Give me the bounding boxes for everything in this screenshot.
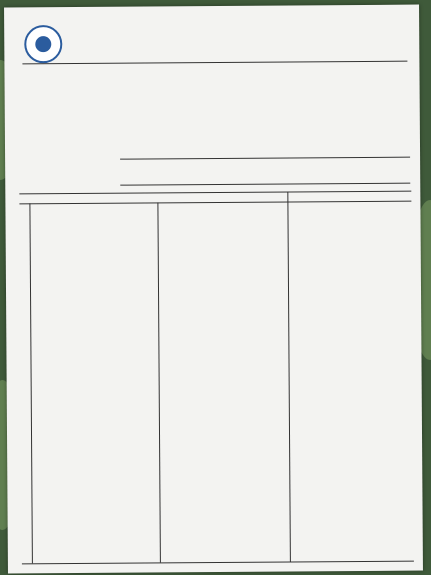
pedigree-document <box>4 5 423 574</box>
grid-bottom-line <box>22 561 414 565</box>
grid-header-line <box>19 201 411 205</box>
father-underline <box>120 157 410 160</box>
grid-col-line <box>157 202 161 562</box>
mother-underline <box>120 183 410 186</box>
grid-col-line <box>287 191 291 561</box>
grid-col-line <box>29 203 33 563</box>
pedigree-grid <box>4 5 419 8</box>
grid-top-line <box>19 191 411 195</box>
header-divider <box>22 61 407 65</box>
nkk-logo-icon <box>24 25 62 63</box>
